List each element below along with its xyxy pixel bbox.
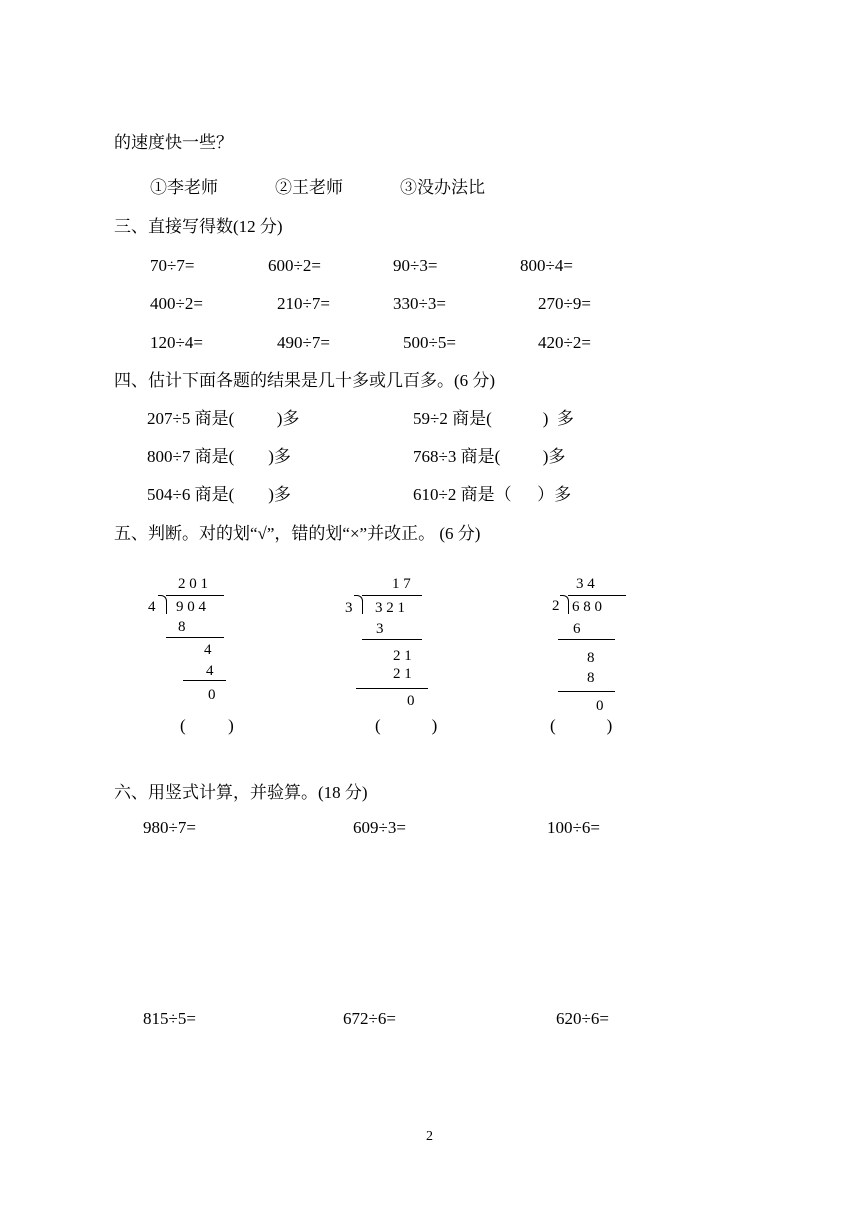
- step: 8: [587, 650, 595, 666]
- step: 0: [596, 698, 604, 714]
- dividend: 3 2 1: [375, 600, 405, 616]
- calc-item: 400÷2=: [150, 294, 203, 313]
- calc-item: 120÷4=: [150, 333, 203, 352]
- vertical-calc-item: 815÷5=: [143, 1009, 196, 1028]
- section-3-title: 三、直接写得数(12 分): [114, 217, 283, 236]
- step: 3: [376, 621, 384, 637]
- calc-item: 210÷7=: [277, 294, 330, 313]
- estimate-item: 59÷2 商是( ) 多: [413, 409, 574, 428]
- page-number: 2: [426, 1129, 433, 1144]
- quotient: 1 7: [392, 576, 411, 592]
- calc-item: 420÷2=: [538, 333, 591, 352]
- step-line: [166, 637, 224, 638]
- step: 8: [587, 670, 595, 686]
- divisor: 3: [345, 600, 353, 616]
- calc-item: 270÷9=: [538, 294, 591, 313]
- division-bar: [362, 595, 422, 596]
- dividend: 6 8 0: [572, 599, 602, 615]
- quotient: 3 4: [576, 576, 595, 592]
- step: 8: [178, 619, 186, 635]
- calc-item: 490÷7=: [277, 333, 330, 352]
- section-4-title: 四、估计下面各题的结果是几十多或几百多。(6 分): [114, 371, 496, 390]
- division-bar: [568, 595, 626, 596]
- step-line: [558, 639, 615, 640]
- answer-blank[interactable]: ( ): [550, 716, 613, 735]
- option-1: ①李老师: [150, 178, 218, 197]
- estimate-item: 768÷3 商是( )多: [413, 447, 566, 466]
- section-5-title: 五、判断。对的划“√”，错的划“×”并改正。 (6 分): [114, 524, 481, 543]
- step-line: [183, 680, 226, 681]
- calc-item: 800÷4=: [520, 256, 573, 275]
- step-line: [362, 639, 422, 640]
- vertical-calc-item: 609÷3=: [353, 818, 406, 837]
- answer-blank[interactable]: ( ): [375, 716, 438, 735]
- divisor: 2: [552, 598, 560, 614]
- quotient: 2 0 1: [178, 576, 208, 592]
- vertical-calc-item: 672÷6=: [343, 1009, 396, 1028]
- division-bar: [166, 595, 224, 596]
- calc-item: 600÷2=: [268, 256, 321, 275]
- step: 2 1: [393, 648, 412, 664]
- dividend: 9 0 4: [176, 599, 206, 615]
- step-line: [356, 688, 428, 689]
- question-continuation: 的速度快一些？: [114, 133, 233, 152]
- calc-item: 500÷5=: [403, 333, 456, 352]
- estimate-item: 504÷6 商是( )多: [147, 485, 291, 504]
- step: 4: [204, 642, 212, 658]
- estimate-item: 207÷5 商是( )多: [147, 409, 300, 428]
- answer-blank[interactable]: ( ): [180, 716, 234, 735]
- step: 2 1: [393, 666, 412, 682]
- step: 4: [206, 663, 214, 679]
- step: 0: [208, 687, 216, 703]
- calc-item: 90÷3=: [393, 256, 438, 275]
- division-bracket: [560, 595, 569, 614]
- estimate-item: 800÷7 商是( )多: [147, 447, 291, 466]
- calc-item: 70÷7=: [150, 256, 195, 275]
- option-3: ③没办法比: [400, 178, 485, 197]
- step: 0: [407, 693, 415, 709]
- section-6-title: 六、用竖式计算，并验算。(18 分): [114, 783, 368, 802]
- step-line: [558, 691, 615, 692]
- division-bracket: [158, 595, 167, 614]
- option-2: ②王老师: [275, 178, 343, 197]
- vertical-calc-item: 620÷6=: [556, 1009, 609, 1028]
- step: 6: [573, 621, 581, 637]
- divisor: 4: [148, 599, 156, 615]
- division-bracket: [354, 595, 363, 614]
- vertical-calc-item: 980÷7=: [143, 818, 196, 837]
- vertical-calc-item: 100÷6=: [547, 818, 600, 837]
- estimate-item: 610÷2 商是（ ）多: [413, 485, 572, 504]
- calc-item: 330÷3=: [393, 294, 446, 313]
